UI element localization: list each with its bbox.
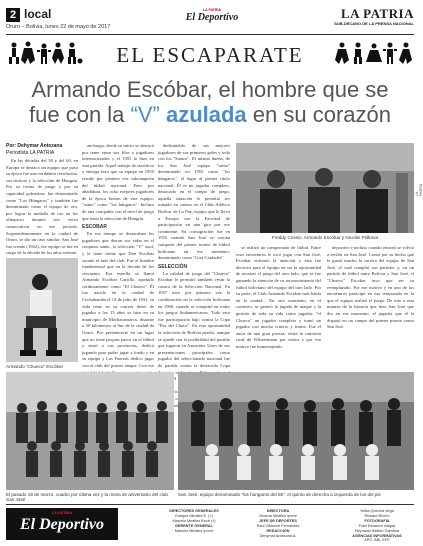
article-column-3 bbox=[158, 143, 230, 382]
staff-line: Richard Rivero bbox=[364, 513, 390, 518]
byline-author: Por: Dehymar Antezana bbox=[6, 143, 63, 149]
footer-logo-small: LA PATRIA bbox=[51, 510, 73, 515]
player-figure bbox=[6, 258, 78, 362]
staff-line: Raúl Villarroel Fernández bbox=[256, 523, 300, 528]
byline bbox=[6, 143, 62, 156]
section-name: local bbox=[24, 7, 52, 21]
staff-title: FOTOGRAFÍA bbox=[364, 518, 390, 523]
trio-photo bbox=[236, 143, 414, 233]
staff-title: AGENCIAS INFORMATIVAS bbox=[352, 533, 402, 538]
headline-part: fue con la bbox=[29, 102, 131, 127]
byline-role: Periodista LA PATRIA bbox=[6, 149, 55, 156]
staff-line: Enrique Miralles E. (†) bbox=[175, 513, 213, 518]
staff-title: GERENTE GENERAL bbox=[175, 523, 213, 528]
staff-line: APG, ABI, EFE bbox=[364, 538, 390, 543]
headline-highlight: azulada bbox=[159, 102, 247, 127]
headline-line-1: Armando Escóbar, el hombre que se bbox=[31, 77, 389, 102]
staff-title: REDACCIÓN bbox=[266, 528, 290, 533]
dateline: Oruro – Bolivia, lunes 22 de mayo de 2017 bbox=[6, 24, 111, 30]
photo-credit: LA PATRIA bbox=[415, 183, 423, 196]
header-rule bbox=[6, 34, 414, 35]
article-column-2 bbox=[82, 143, 154, 368]
banner-title: EL ESCAPARATE bbox=[116, 43, 304, 67]
brand-name: LA PATRIA bbox=[341, 6, 414, 21]
team-photo-right-caption: San José, equipo denominado "los húngaros del 55", el quinto de derecha a izquierda de los del pie bbox=[178, 492, 381, 497]
staff-line: Ximena Miralles Iporre bbox=[259, 513, 297, 518]
trio-photo-caption: Freddy Cossio, Armando Escóbar y Nicolás Pidkova bbox=[271, 235, 379, 240]
column-1-text: En las décadas del 50 y del 60, en Europa se destacó un equipo que puso su época fue una verdadera revolución, sus tácticas y la selección de Hungría. Por su forma de juego y por su capacidad goleadora, fue denominado como "Los Húngaros" y también fue denominado como el equipo de oro, por lograr la medalla de oro en los olímpicos durante tres veces consecutivas en ese periodo. Sorprendentemente en la ciudad de Oruro, se dio un caso similar: San José fue creado (1942), ese equipo se fue en cargo de la década de los años sesenta. bbox=[6, 158, 78, 256]
staff-line: Fidel Escalera Vargas bbox=[358, 523, 396, 528]
team-photo-right bbox=[178, 372, 414, 490]
staff-title: JEFE DE DEPORTES bbox=[259, 518, 297, 523]
staff-title: DIRECTORA bbox=[266, 509, 290, 513]
staff-block-3 bbox=[340, 509, 414, 543]
supplement-logo-small: LA PATRIA bbox=[202, 8, 222, 12]
supplement-logo bbox=[182, 8, 242, 28]
headline-line-2 bbox=[6, 102, 414, 127]
column-3-text-2: La calidad de juego del "Chueco" Escobar le permitió también vestir la casaca de la Selección Nacional. En 1957 tuvo por primera vez la combinación en la selección boliviana en 1960, cuando se compitió en todos los juegos Sudamericanos. Todo esto fue participación bajo contra la Copa "Paz del Chaco". En esta oportunidad la selección de Bolivia perdió, aunque se quedó con la posibilidad del partido que jugaron en Asunción. Unos de sus presentaciones principales como jugador del seleccionado nacional fue de partida contra la destacada Copa el bbox=[158, 270, 230, 382]
column-5-text: deportivo e incluso cuando retornó se volvió a recibir en San José. Contó por su hecho que le gustó mucho la carrera del equipo de San José, el cual cumplió sus partidos y, en un partido de fútbol entre Bolívar y San José, el "Chueco" Escobar tuvo que ser su reemplazado. Por ese motivo y en uno de los encuentros participó en esa temporada en la que el equipo realizó el juego. De este a esta manera de la historia que hizo San José que dio en ese momento, el jugador que él la disputó en un campo del primer puesto como San José. bbox=[327, 245, 414, 330]
player-photo-caption: Armando "Chueco" Escóbar bbox=[6, 364, 64, 369]
footer-logo bbox=[6, 508, 118, 540]
staff-line: Reynaldo Bellido Gamboa bbox=[354, 528, 400, 533]
footer-logo-name: El Deportivo bbox=[20, 516, 104, 533]
team-right-figures bbox=[178, 372, 414, 490]
page-number: 2 bbox=[6, 8, 20, 22]
column-2-subhead: ESCOBAR bbox=[82, 224, 108, 231]
column-3-text-1: dedicándole de sus mejores jugadores de sus primeros goles y todo con los "Santos". El mismo dueño, de los San José equipo "santo" denominado en 1955 como "los húngaros", el lugar al primer título nacional. Él es un jugador completo, destacado en el campo de juego, aquella situación le permitió ser tomado en cuenta en el Club Atlético Bolívar de La Paz, equipo que le llevó a Europa con la Facultad de participación en una gira por ese continente. Su consagración fue en 1955 cuando San José se corona campeón del primer torneo de fútbol boliviano en ese momento, denominado como "Gira Ciudades". bbox=[158, 143, 230, 261]
article-column-5 bbox=[327, 245, 414, 368]
staff-line: Velka Quiroha Vega bbox=[360, 509, 394, 513]
column-4-text: se realizó un campeonato de fútbol. Entre esos encuentros le tocó jugar con San José, Escóbar enfrentó la atención y ésta fue decisiva para el equipo en ser la oportunidad de mostrar el juego del otro lado, que se fue ganando la atención de su reconocimiento del fútbol boliviano del equipo del otro lado. Por su parte, el Club Armando Escobar más había en la ciudad... En otro momento, en el contexto, se generó la jugada de ataque y la gestión de toda su vida como jugador, "el Chueco" un jugador completo y tomó un jugador con mucho criterio y forma. Fue el autor de una gran proeza: vistió la camiseta rival de Wilstermann por varios y por ese motivo fue homenajeado. bbox=[236, 245, 321, 349]
supplement-logo-name: El Deportivo bbox=[185, 12, 239, 23]
masthead-footer bbox=[6, 504, 414, 543]
staff-line: Marcelo Miralles Bové (†) bbox=[172, 518, 216, 523]
column-2-text-2: En ese tiempo se destacaban los jugadores que dieron sus vidas en el conjunto santo, la selección "V" azul, y le tiene frente que Don Escóbar sacado el más del club. Fue el hombre fundamental que en la decada de los cincuenta. Esa estrella se llamó Armando Escóbar Carrillo, apodado cariñosamente como "El Chueco". Él fue nacido en la ciudad de Cochabamba el 13 de julio de 1931, su vida tiene en su carrera dotes de jugador a los 15 años se hizo en su municipio de Machacamarca, distante a 30 kilómetros al Sur de la ciudad de Oruro. Por pertenecerte en un lugar que no tiene propias pasos en el fútbol y entró a sus provincias, dedicó jugando para poder jugar a fondo y en su equipo y Las Fuerzas dedico jugar con el club del primer ataque. Con ese bbox=[82, 231, 154, 368]
staff-block-2 bbox=[238, 509, 318, 538]
team-photo-left bbox=[6, 372, 174, 490]
article-headline bbox=[6, 77, 414, 127]
staff-line: Marcelo Miralles Iporre bbox=[174, 528, 214, 533]
headline-quote-v: “V” bbox=[130, 102, 160, 127]
team-left-figures bbox=[6, 372, 174, 490]
staff-line: Dehymar Antezana A. bbox=[259, 533, 297, 538]
headline-part-end: en su corazón bbox=[246, 102, 391, 127]
page-header bbox=[6, 6, 414, 32]
team-photo-left-caption: El pasado 19 de marzo, cuadro por última vez y la mesa de aniversario del club San José bbox=[6, 492, 168, 502]
brand-subtitle: SUB-DECANO DE LA PRENSA NACIONAL bbox=[334, 21, 414, 26]
article-column-4 bbox=[236, 245, 321, 368]
player-photo bbox=[6, 258, 78, 362]
column-2-text-1: anchurga, desde su inicio se destacó por tener entre sus filas a jugadores internacionales y el 1955 lo hizo en esta partida. Aquel trabajo de sacrificio y entrega hizo que su equipo en 1955 resulte por primera vez subcampeón del fútbol nacional. Pero por añadidura, los ocho mejores jugadores de la época fueron de este equipo, "santo" como "los húngaros". Incluso de una compañía con el nivel de juego que tenía la selección de Hungría. bbox=[82, 143, 154, 221]
section-banner bbox=[6, 40, 414, 66]
staff-title: DIRECTORES GENERALES bbox=[169, 509, 219, 513]
column-3-subhead: SELECCIÓN bbox=[158, 263, 188, 270]
trio-figures bbox=[236, 143, 414, 233]
staff-block-1 bbox=[156, 509, 232, 534]
